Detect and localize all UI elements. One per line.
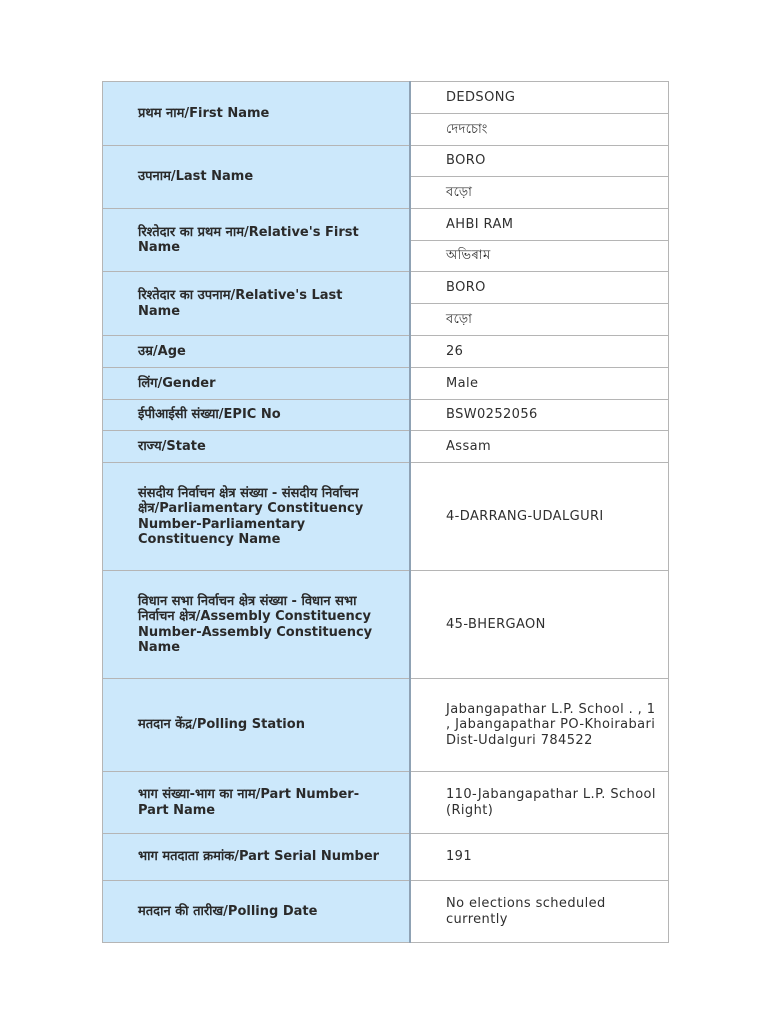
- field-value-relative-first-name-english: AHBI RAM: [446, 216, 514, 232]
- label-cell: [103, 834, 411, 881]
- value-cell: [410, 336, 669, 368]
- field-value-relative-last-name-english: BORO: [446, 279, 486, 295]
- field-label-part-number: भाग संख्या-भाग का नाम/Part Number-Part Name: [138, 787, 360, 818]
- field-value-relative-first-name-local: অভিৰাম: [446, 248, 491, 264]
- label-cell: [103, 209, 411, 272]
- value-cell: [410, 114, 669, 146]
- label-cell: [103, 400, 411, 431]
- value-cell: [410, 772, 669, 834]
- label-cell: [103, 82, 411, 146]
- field-label-relative-first-name: रिश्तेदार का प्रथम नाम/Relative's First Name: [138, 224, 359, 255]
- table-row-last-name: [103, 146, 669, 177]
- label-cell: [103, 368, 411, 400]
- field-label-assembly-constituency: विधान सभा निर्वाचन क्षेत्र संख्या - विधान सभा निर्वाचन क्षेत्र/Assembly Constituency Number-Assembly Constituency Name: [138, 593, 373, 655]
- field-label-first-name: प्रथम नाम/First Name: [138, 105, 270, 121]
- table-row-parliamentary-constituency: [103, 463, 669, 571]
- field-value-last-name-english: BORO: [446, 153, 486, 169]
- field-value-relative-last-name-local: বড়ো: [446, 311, 473, 327]
- table-row-part-serial-number: [103, 834, 669, 881]
- field-value-part-number: 110-Jabangapathar L.P. School (Right): [446, 787, 656, 818]
- value-cell: [410, 82, 669, 114]
- field-value-assembly-constituency: 45-BHERGAON: [446, 616, 546, 632]
- value-cell: [410, 146, 669, 177]
- table-row-polling-station: [103, 679, 669, 772]
- table-row-part-number: [103, 772, 669, 834]
- field-label-parliamentary-constituency: संसदीय निर्वाचन क्षेत्र संख्या - संसदीय निर्वाचन क्षेत्र/Parliamentary Constituency Number-Parliamentary Constituency Name: [138, 485, 364, 547]
- field-value-age: 26: [446, 343, 464, 359]
- label-cell: [103, 336, 411, 368]
- table-row-state: [103, 431, 669, 463]
- value-cell: [410, 304, 669, 336]
- field-value-state: Assam: [446, 438, 492, 454]
- value-cell: [410, 272, 669, 304]
- label-cell: [103, 272, 411, 336]
- value-cell: [410, 431, 669, 463]
- label-cell: [103, 679, 411, 772]
- value-cell: [410, 400, 669, 431]
- table-row-polling-date: [103, 881, 669, 943]
- field-label-last-name: उपनाम/Last Name: [138, 169, 254, 185]
- label-cell: [103, 431, 411, 463]
- value-cell: [410, 834, 669, 881]
- label-cell: [103, 146, 411, 209]
- field-value-polling-date: No elections scheduled currently: [446, 896, 606, 927]
- value-cell: [410, 679, 669, 772]
- field-label-relative-last-name: रिश्तेदार का उपनाम/Relative's Last Name: [138, 288, 343, 319]
- field-value-epic-no: BSW0252056: [446, 407, 538, 423]
- value-cell: [410, 881, 669, 943]
- table-row-assembly-constituency: [103, 571, 669, 679]
- field-label-polling-date: मतदान की तारीख/Polling Date: [138, 903, 318, 919]
- value-cell: [410, 463, 669, 571]
- field-value-gender: Male: [446, 375, 479, 391]
- field-label-polling-station: मतदान केंद्र/Polling Station: [138, 717, 305, 733]
- value-cell: [410, 571, 669, 679]
- field-label-state: राज्य/State: [138, 438, 206, 454]
- label-cell: [103, 463, 411, 571]
- field-value-first-name-english: DEDSONG: [446, 89, 516, 105]
- table-row-epic-no: [103, 400, 669, 431]
- table-row-first-name: [103, 82, 669, 114]
- value-cell: [410, 368, 669, 400]
- field-label-gender: लिंग/Gender: [138, 375, 216, 391]
- voter-details-table: [102, 81, 669, 943]
- label-cell: [103, 772, 411, 834]
- field-label-epic-no: ईपीआईसी संख्या/EPIC No: [138, 407, 281, 423]
- field-value-parliamentary-constituency: 4-DARRANG-UDALGURI: [446, 508, 604, 524]
- table-row-age: [103, 336, 669, 368]
- value-cell: [410, 241, 669, 272]
- field-label-age: उम्र/Age: [138, 343, 186, 359]
- field-value-part-serial-number: 191: [446, 849, 473, 865]
- label-cell: [103, 881, 411, 943]
- table-row-relative-first-name: [103, 209, 669, 241]
- field-value-last-name-local: বড়ো: [446, 184, 473, 200]
- field-value-polling-station: Jabangapathar L.P. School . , 1 , Jabangapathar PO-Khoirabari Dist-Udalguri 784522: [446, 701, 656, 748]
- table-row-relative-last-name: [103, 272, 669, 304]
- value-cell: [410, 177, 669, 209]
- field-value-first-name-local: দেদচোং: [446, 121, 488, 137]
- value-cell: [410, 209, 669, 241]
- label-cell: [103, 571, 411, 679]
- table-row-gender: [103, 368, 669, 400]
- field-label-part-serial-number: भाग मतदाता क्रमांक/Part Serial Number: [138, 849, 380, 865]
